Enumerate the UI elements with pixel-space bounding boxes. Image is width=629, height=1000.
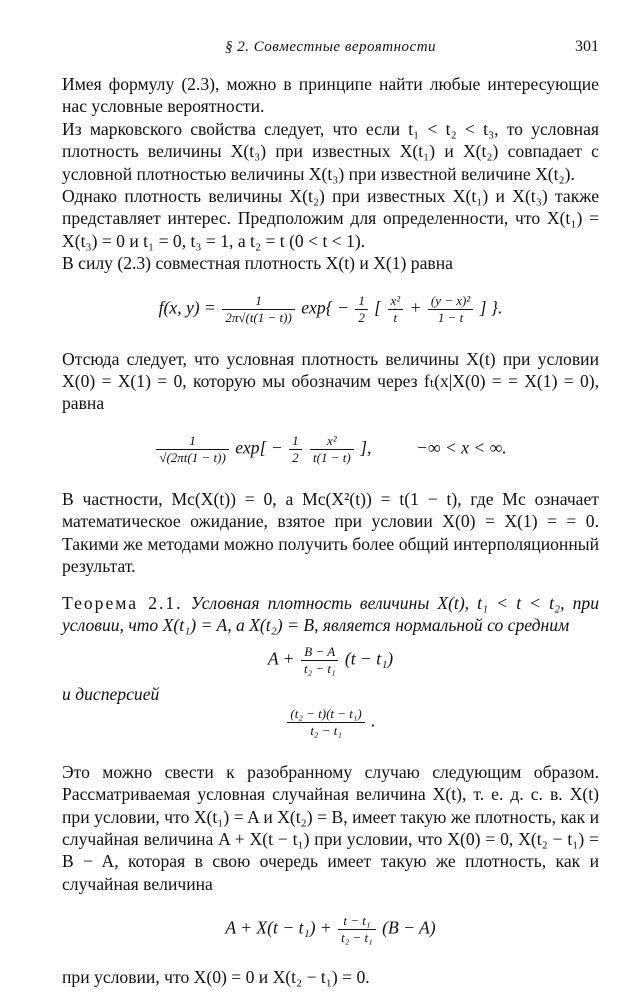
formula-2-half-num: 1 — [289, 433, 302, 450]
formula-4-tail: . — [371, 710, 376, 731]
formula-2-half-den: 2 — [292, 449, 299, 465]
formula-1-plus: + — [409, 297, 422, 318]
page-number: 301 — [575, 38, 599, 55]
theorem-label: Теорема 2.1. — [62, 592, 183, 613]
formula-3-tail: (t − t₁) — [344, 648, 394, 669]
formula-1-half-num: 1 — [355, 293, 368, 310]
equivalent-variable-formula — [62, 913, 599, 946]
formula-3-num: B − A — [301, 644, 339, 661]
formula-2-tail: ], — [360, 437, 372, 458]
formula-1-exp: exp{ − — [301, 297, 349, 318]
formula-4-fraction — [287, 706, 364, 739]
formula-2-range: −∞ < x < ∞. — [416, 437, 507, 458]
formula-1-b-num: (y − x)² — [428, 293, 473, 310]
formula-1-b-den: 1 − t — [437, 309, 464, 325]
formula-1-bracket: [ — [374, 297, 382, 318]
mean-formula — [62, 644, 599, 677]
formula-1-a-den: t — [393, 309, 398, 325]
formula-1-tail: ] }. — [479, 297, 503, 318]
formula-2-exp: exp[ − — [235, 437, 283, 458]
formula-5-num: t − t₁ — [338, 913, 376, 930]
dispersion-label: и дисперсией — [62, 684, 160, 705]
formula-2-x-den: t(1 − t) — [313, 449, 351, 465]
formula-5-lhs: A + X(t − t₁) + — [225, 917, 332, 938]
formula-2-fraction — [156, 433, 228, 466]
formula-1-lhs: f(x, y) = — [158, 297, 216, 318]
page-body — [62, 73, 599, 989]
paragraph-4: В силу (2.3) совместная плотность X(t) и X(1) равна — [62, 253, 453, 274]
formula-1-a-num: x² — [388, 293, 404, 310]
paragraph-6: В частности, Mc(X(t)) = 0, а Mc(X²(t)) = t(1 − t), где Mc означает математическое ожидание, взятое при условии X(0) = X(1) = = 0. Такими же методами можно получить более общий интерполяционный результат. — [62, 488, 599, 577]
formula-1-term-a — [388, 293, 404, 326]
formula-4-num: (t₂ − t)(t − t₁) — [287, 706, 364, 723]
formula-1-num: 1 — [222, 293, 294, 310]
paragraph-3: Однако плотность величины X(t₂) при известных X(t₁) и X(t₃) также представляет интерес. Предположим для определенности, что X(t₁) = X(t₃) = 0 и t₁ = 0, t₃ = 1, а t₂ = t (0 < t < 1). — [62, 186, 599, 251]
paragraph-5: Отсюда следует, что условная плотность величины X(t) при условии X(0) = X(1) = 0, которую мы обозначим через fₜ(x|X(0) = = X(1) = 0), равна — [62, 348, 599, 414]
formula-3-fraction — [301, 644, 339, 677]
formula-2-half — [289, 433, 302, 466]
variance-formula — [62, 706, 599, 739]
formula-1-term-b — [428, 293, 473, 326]
formula-1-half — [355, 293, 368, 326]
formula-2-x-num: x² — [310, 433, 354, 450]
formula-1-den: 2π√(t(1 − t)) — [225, 309, 292, 325]
formula-3-den: t₂ − t₁ — [303, 661, 336, 677]
formula-4-den: t₂ − t₁ — [310, 722, 342, 738]
paragraph-8: при условии, что X(0) = 0 и X(t₂ − t₁) = 0. — [62, 967, 370, 988]
joint-density-formula — [62, 293, 599, 326]
paragraph-7: Это можно свести к разобранному случаю следующим образом. Рассматриваемая условная случайная величина X(t), т. е. д. с. в. X(t) при условии, что X(t₁) = A и X(t₂) = B, имеет такую же плотность, как и случайная величина A + X(t − t₁) при условии, что X(0) = 0, X(t₂ − t₁) = B − A, которая в свою очередь имеет такую же плотность, как и случайная величина — [62, 761, 599, 894]
formula-5-tail: (B − A) — [382, 917, 436, 938]
formula-1-fraction — [222, 293, 294, 326]
section-title: § 2. Совместные вероятности — [224, 39, 437, 55]
formula-5-den: t₂ − t₁ — [341, 930, 373, 946]
theorem-text: Условная плотность величины X(t), t₁ < t < t₂, при условии, что X(t₁) = A, а X(t₂) = B, является нормальной со средним — [62, 592, 600, 635]
formula-2-num: 1 — [156, 433, 228, 450]
theorem-paragraph — [62, 592, 599, 637]
formula-3-a: A + — [267, 648, 295, 669]
running-header — [62, 36, 599, 58]
formula-2-x-term — [310, 433, 354, 466]
conditional-density-formula — [62, 433, 599, 466]
paragraph-2: Из марковского свойства следует, что если t₁ < t₂ < t₃, то условная плотность величины X(t₃) при известных X(t₁) и X(t₂) совпадает с условной плотностью величины X(t₃) при известной величине X(t₂). — [62, 118, 599, 184]
formula-2-den: √(2πt(1 − t)) — [159, 449, 226, 465]
paragraph-1: Имея формулу (2.3), можно в принципе найти любые интересующие нас условные вероятности. — [62, 74, 599, 117]
formula-1-half-den: 2 — [358, 309, 365, 325]
formula-5-fraction — [338, 913, 376, 946]
